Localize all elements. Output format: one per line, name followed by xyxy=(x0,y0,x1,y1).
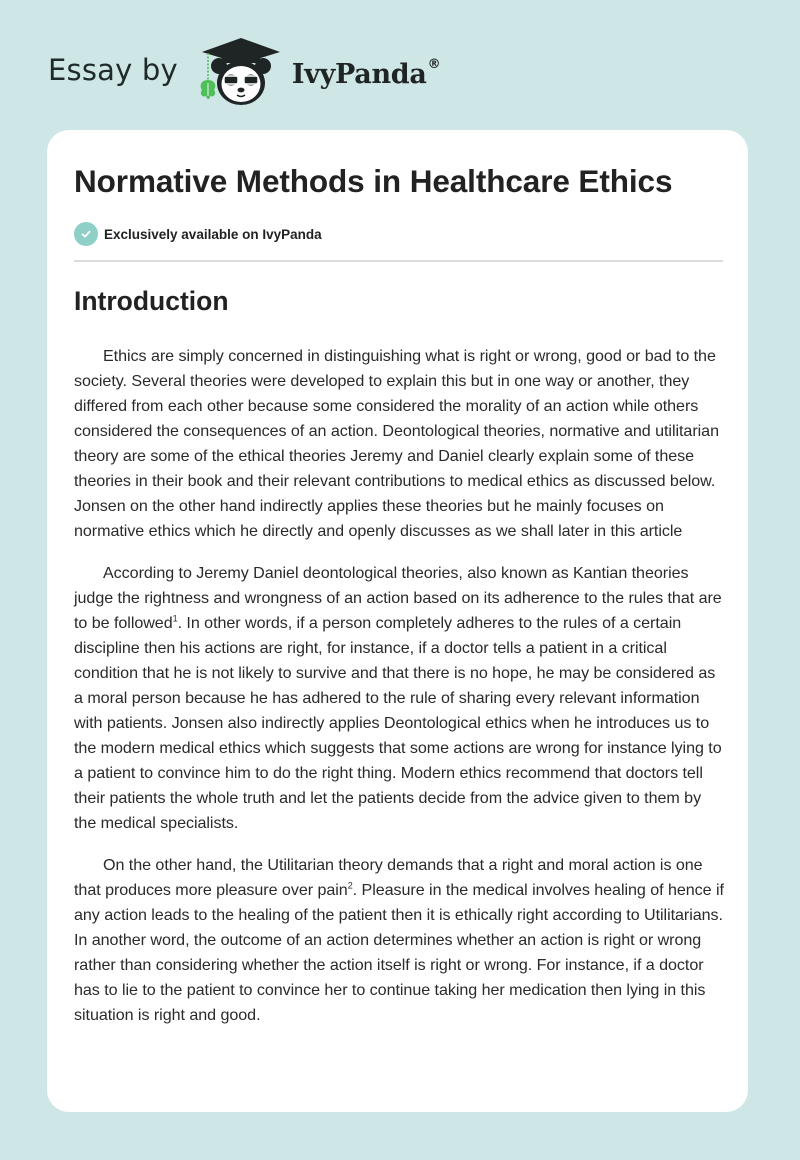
brand-name-text: IvyPanda xyxy=(291,58,427,90)
paragraph-2-text-after: . In other words, if a person completely adheres to the rules of a certain discipline then his actions are right, for instance, if a doctor tells a patient in a critical condition that he is not likely to survive and that there is no hope, he may be considered as a moral person because he has adhered to the rule of sharing every relevant information with patients. Jonsen also indirectly applies Deontological ethics when he introduces us to the modern medical ethics which suggests that some actions are wrong for instance lying to a patient to convince him to do the right thing. Modern ethics recommend that doctors tell their patients the whole truth and let the patients decide from the advice given to them by the medical specialists. xyxy=(74,614,722,832)
footnote-ref-2[interactable]: 2 xyxy=(347,880,353,891)
page-title: Normative Methods in Healthcare Ethics xyxy=(74,163,673,199)
paragraph-3 xyxy=(74,853,726,1028)
check-circle-icon xyxy=(74,222,98,246)
site-header-brand[interactable] xyxy=(48,36,440,108)
exclusive-badge xyxy=(74,222,322,246)
paragraph-3-text-before: On the other hand, the Utilitarian theory demands that a right and moral action is one that produces more pleasure over pain xyxy=(74,856,703,899)
paragraph-1-text: Ethics are simply concerned in distinguishing what is right or wrong, good or bad to the society. Several theories were developed to explain this but in one way or another, they differed from each other because some considered the morality of an action while others considered the consequences of an action. Deontological theories, normative and utilitarian theory are some of the ethical theories Jeremy and Daniel clearly explain some of these theories in their book and their relevant contributions to medical ethics as discussed below. Jonsen on the other hand indirectly applies these theories but he mainly focuses on normative ethics which he directly and openly discusses as we shall later in this article xyxy=(74,347,719,540)
essay-by-label: Essay by xyxy=(48,53,178,87)
paragraph-2 xyxy=(74,561,726,836)
brand-name xyxy=(291,56,441,90)
paragraph-1 xyxy=(74,344,726,544)
essay-card xyxy=(47,130,748,1112)
footnote-ref-1[interactable]: 1 xyxy=(172,613,178,624)
section-heading-introduction: Introduction xyxy=(74,286,229,316)
section-body xyxy=(74,344,726,1045)
title-divider xyxy=(74,260,723,262)
registered-mark: ® xyxy=(427,56,441,72)
badge-text: Exclusively available on IvyPanda xyxy=(104,226,322,242)
paragraph-2-text-before: According to Jeremy Daniel deontological theories, also known as Kantian theories judge the rightness and wrongness of an action based on its adherence to the rules that are to be followed xyxy=(74,564,722,632)
paragraph-3-text-after: . Pleasure in the medical involves healing of hence if any action leads to the healing of the patient then it is ethically right according to Utilitarians. In another word, the outcome of an action determines whether an action is right or wrong rather than considering whether the action itself is right or wrong. For instance, if a doctor has to lie to the patient to convince her to continue taking her medication then lying in this situation is right and good. xyxy=(74,881,724,1024)
panda-graduate-logo-icon xyxy=(196,36,286,108)
